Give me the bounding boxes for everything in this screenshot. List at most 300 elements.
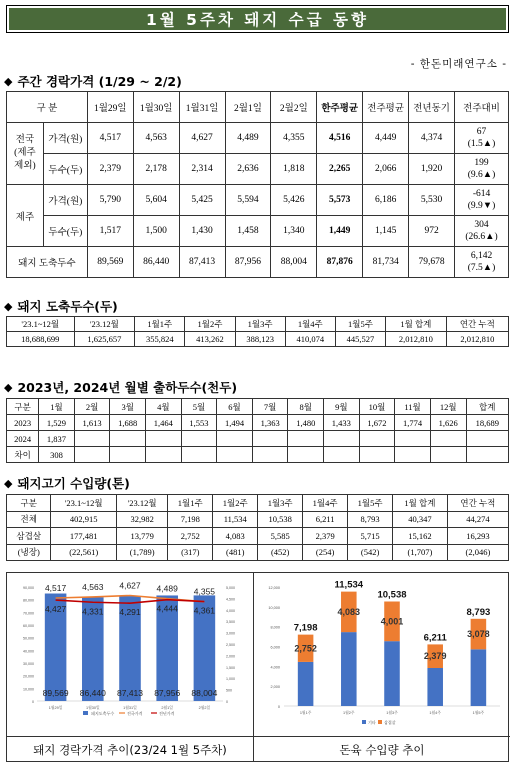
births-table [6, 398, 509, 463]
bar-segment [341, 632, 357, 706]
x-tick-label: 1월4주 [429, 711, 441, 715]
table-cell: 1,449 [317, 216, 363, 247]
section-price [4, 72, 182, 90]
y-tick-label: 3,500 [226, 620, 235, 625]
table-cell: 388,123 [235, 332, 285, 347]
y-tick-label: 8,000 [270, 625, 280, 630]
table-cell: 2023 [7, 415, 39, 431]
total-value-label: 7,198 [293, 622, 318, 634]
table-cell: 1,340 [271, 216, 317, 247]
table-cell: (452) [258, 544, 303, 561]
table-cell: 18,688,699 [7, 332, 75, 347]
table-cell: 4,374 [409, 123, 455, 154]
table-header-cell: '23.12월 [117, 495, 168, 512]
y-tick-label: 12,000 [268, 586, 280, 590]
table-cell: 44,274 [447, 511, 508, 528]
table-cell: 5,594 [225, 185, 271, 216]
table-header-cell: 10월 [359, 399, 395, 415]
table-row [7, 247, 509, 278]
table-row [7, 511, 509, 528]
x-tick-label: 2월2일 [198, 706, 211, 710]
table-cell: (냉장) [7, 544, 51, 561]
diff-value: 67 [476, 126, 487, 137]
bar-value-label: 87,956 [154, 688, 181, 698]
table-header-cell: '23.1~12월 [51, 495, 117, 512]
bullet-icon: ◆ [4, 299, 13, 313]
bar-value-label: 86,440 [79, 688, 106, 698]
table-cell: 88,004 [271, 247, 317, 278]
line-value-label: 4,331 [82, 606, 104, 617]
table-cell: 2,178 [133, 154, 179, 185]
price-header-cell: 전년동기 [409, 92, 455, 123]
diff-pct: (7.5▲) [467, 263, 496, 273]
table-cell: 1,774 [395, 415, 431, 431]
legend-label: 돼지도축두수 [91, 711, 115, 716]
diff-cell [455, 216, 509, 247]
legend-swatch [83, 711, 88, 715]
table-cell: 2,752 [168, 528, 213, 545]
table-header-cell: 1월4주 [285, 317, 335, 332]
table-cell: 4,516 [317, 123, 363, 154]
x-tick-label: 1월29일 [48, 706, 63, 710]
table-cell: 4,563 [133, 123, 179, 154]
row-label: 가격(원) [43, 123, 87, 154]
table-cell: 8,793 [348, 511, 393, 528]
table-cell [430, 431, 466, 447]
table-cell: 5,425 [179, 185, 225, 216]
table-cell: 445,527 [335, 332, 385, 347]
bar-segment [384, 641, 400, 706]
table-cell: (317) [168, 544, 213, 561]
section-imports [4, 474, 130, 492]
table-cell: 355,824 [135, 332, 185, 347]
table-header-cell: 구분 [7, 399, 39, 415]
y-tick-label: 70,000 [23, 611, 34, 616]
table-cell [395, 447, 431, 463]
table-cell: 5,604 [133, 185, 179, 216]
table-cell: 1,553 [181, 415, 217, 431]
table-cell: 79,678 [409, 247, 455, 278]
table-cell: 차이 [7, 447, 39, 463]
table-cell: 16,293 [447, 528, 508, 545]
segment-value-label: 4,001 [380, 616, 404, 627]
legend-label: 기타 [368, 720, 376, 725]
table-cell: 1,818 [271, 154, 317, 185]
diff-cell [455, 123, 509, 154]
y-tick-label: 1,000 [226, 677, 235, 682]
table-cell: 6,186 [363, 185, 409, 216]
table-cell [252, 447, 288, 463]
table-cell: 1,529 [39, 415, 75, 431]
table-cell [146, 447, 182, 463]
table-cell [288, 431, 324, 447]
table-cell: 81,734 [363, 247, 409, 278]
total-label: 돼지 도축두수 [7, 247, 88, 278]
table-cell: 5,585 [258, 528, 303, 545]
slaughter-table [6, 316, 509, 347]
table-header-cell: '23.1~12월 [7, 317, 75, 332]
table-header-cell: 연간 누적 [446, 317, 508, 332]
section-births [4, 378, 237, 396]
table-cell: 4,517 [87, 123, 133, 154]
y-tick-label: 0 [226, 700, 228, 704]
total-value-label: 11,534 [334, 579, 364, 591]
bullet-icon: ◆ [4, 476, 13, 490]
price-header-cell: 2월2일 [271, 92, 317, 123]
y-tick-label: 50,000 [23, 636, 34, 641]
table-cell: 4,627 [179, 123, 225, 154]
national-label [7, 123, 44, 185]
national-label-line: (제주 [14, 148, 36, 159]
bar-segment [471, 649, 487, 706]
diff-cell [455, 154, 509, 185]
bar-segment [298, 662, 314, 706]
table-cell: 177,481 [51, 528, 117, 545]
table-cell: 87,876 [317, 247, 363, 278]
table-header-cell: 연간 누적 [447, 495, 508, 512]
legend-label: 삼겹살 [384, 720, 396, 725]
table-cell: 2,012,810 [386, 332, 447, 347]
table-header-cell: 8월 [288, 399, 324, 415]
table-row [7, 447, 509, 463]
y-tick-label: 5,000 [226, 586, 235, 590]
table-cell: 4,355 [271, 123, 317, 154]
y-tick-label: 3,000 [226, 631, 235, 636]
table-cell: 2024 [7, 431, 39, 447]
table-cell [252, 431, 288, 447]
y-tick-label: 80,000 [23, 598, 34, 603]
table-cell [466, 447, 509, 463]
table-header-row [7, 495, 509, 512]
title-frame [6, 5, 509, 33]
table-header-cell: 1월 [39, 399, 75, 415]
table-header-cell: 6월 [217, 399, 253, 415]
table-cell: 5,790 [87, 185, 133, 216]
table-cell: 전체 [7, 511, 51, 528]
table-cell: 1,433 [324, 415, 360, 431]
table-header-cell: 1월5주 [335, 317, 385, 332]
x-tick-label: 1월31일 [123, 706, 137, 710]
price-header-row [7, 92, 509, 123]
y-tick-label: 4,000 [270, 665, 280, 670]
table-cell: 4,449 [363, 123, 409, 154]
y-tick-label: 40,000 [23, 649, 34, 654]
table-cell: (542) [348, 544, 393, 561]
table-cell: 40,347 [393, 511, 448, 528]
table-cell: 1,145 [363, 216, 409, 247]
table-header-cell: 2월 [74, 399, 110, 415]
table-row [7, 544, 509, 561]
total-value-label: 8,793 [466, 606, 491, 618]
row-label: 두수(두) [43, 216, 87, 247]
table-cell [74, 447, 110, 463]
x-tick-label: 1월5주 [472, 711, 485, 715]
table-cell: 10,538 [258, 511, 303, 528]
table-cell [110, 431, 146, 447]
table-cell: 1,672 [359, 415, 395, 431]
table-cell [181, 431, 217, 447]
table-cell: 1,688 [110, 415, 146, 431]
table-cell: (481) [213, 544, 258, 561]
table-cell [395, 431, 431, 447]
table-header-cell: 12월 [430, 399, 466, 415]
table-cell [288, 447, 324, 463]
table-cell [466, 431, 509, 447]
price-header-cell: 1월31일 [179, 92, 225, 123]
table-cell: 7,198 [168, 511, 213, 528]
table-header-cell: 1월1주 [135, 317, 185, 332]
table-header-cell: 1월2주 [185, 317, 235, 332]
line-value-label: 4,627 [119, 580, 141, 591]
table-row [7, 415, 509, 431]
line-value-label: 4,355 [193, 586, 216, 597]
price-chart-caption: 돼지 경락가격 추이(23/24 1월 5주차) [7, 736, 253, 762]
table-cell: 15,162 [393, 528, 448, 545]
table-cell: 1,920 [409, 154, 455, 185]
table-cell: 6,211 [303, 511, 348, 528]
table-cell [181, 447, 217, 463]
table-cell: (22,561) [51, 544, 117, 561]
national-label-line: 제외) [14, 160, 36, 171]
table-cell: (254) [303, 544, 348, 561]
table-header-cell: 1월 합계 [386, 317, 447, 332]
y-tick-label: 4,500 [226, 597, 235, 602]
y-tick-label: 90,000 [23, 586, 34, 590]
table-header-cell: '23.12월 [74, 317, 135, 332]
diff-value: 199 [474, 157, 489, 168]
table-header-cell: 1월 합계 [393, 495, 448, 512]
line-value-label: 4,427 [44, 604, 67, 615]
diff-value: 304 [474, 219, 489, 230]
bar-value-label: 87,413 [117, 688, 143, 698]
national-label-line: 전국 [15, 135, 35, 146]
table-cell [324, 431, 360, 447]
y-tick-label: 0 [277, 705, 280, 709]
bullet-icon: ◆ [4, 380, 13, 394]
legend-swatch [378, 720, 382, 724]
legend-swatch [362, 720, 366, 724]
diff-cell [455, 247, 509, 278]
table-row [7, 123, 509, 154]
table-row [7, 431, 509, 447]
table-row [7, 332, 509, 347]
row-label: 두수(두) [43, 154, 87, 185]
table-cell: 308 [39, 447, 75, 463]
price-header-label: 구 분 [7, 92, 88, 123]
imports-table [6, 494, 509, 561]
x-tick-label: 1월2주 [343, 711, 355, 715]
table-row [7, 216, 509, 247]
diff-value: 6,142 [470, 250, 493, 261]
table-cell [430, 447, 466, 463]
x-tick-label: 2월1일 [161, 706, 173, 710]
y-tick-label: 60,000 [23, 624, 34, 628]
diff-pct: (1.5▲) [467, 139, 496, 149]
table-cell: 13,779 [117, 528, 168, 545]
import-trend-chart [254, 573, 510, 736]
segment-value-label: 4,083 [337, 606, 361, 617]
table-cell: 410,074 [285, 332, 335, 347]
section-imports-title: 돼지고기 수입량(톤) [17, 476, 130, 491]
table-cell: 413,262 [185, 332, 235, 347]
segment-value-label: 2,752 [294, 643, 317, 654]
table-header-cell: 7월 [252, 399, 288, 415]
table-header-row [7, 317, 509, 332]
bar-segment [427, 668, 443, 706]
y-tick-label: 500 [226, 688, 232, 693]
diff-pct: (26.6▲) [465, 232, 498, 242]
table-header-cell: 1월1주 [168, 495, 213, 512]
line-value-label: 4,489 [156, 583, 178, 594]
table-cell: (2,046) [447, 544, 508, 561]
table-cell: 32,982 [117, 511, 168, 528]
y-tick-label: 2,000 [226, 654, 235, 659]
table-header-cell: 합계 [466, 399, 509, 415]
table-cell: 402,915 [51, 511, 117, 528]
diff-cell [455, 185, 509, 216]
diff-pct: (9.6▲) [467, 170, 496, 180]
table-header-cell: 9월 [324, 399, 360, 415]
charts-panel [6, 572, 509, 762]
table-cell: 1,517 [87, 216, 133, 247]
price-header-cell: 1월30일 [133, 92, 179, 123]
bar-value-label: 88,004 [191, 688, 218, 698]
table-cell: 4,489 [225, 123, 271, 154]
table-cell [359, 447, 395, 463]
table-cell [217, 447, 253, 463]
table-cell: 2,265 [317, 154, 363, 185]
table-cell: 1,430 [179, 216, 225, 247]
table-cell: 11,534 [213, 511, 258, 528]
table-cell: 89,569 [87, 247, 133, 278]
table-row [7, 528, 509, 545]
line-value-label: 4,563 [82, 581, 104, 592]
table-cell: 87,956 [225, 247, 271, 278]
table-cell: 1,613 [74, 415, 110, 431]
table-header-cell: 구분 [7, 495, 51, 512]
table-cell: 2,379 [303, 528, 348, 545]
segment-value-label: 2,379 [423, 651, 447, 662]
table-cell: 1,480 [288, 415, 324, 431]
segment-value-label: 3,078 [467, 629, 490, 640]
x-tick-label: 1월3주 [386, 711, 398, 715]
table-cell: 2,314 [179, 154, 225, 185]
price-trend-chart [7, 573, 253, 736]
table-cell: 1,458 [225, 216, 271, 247]
row-label: 가격(원) [43, 185, 87, 216]
y-tick-label: 0 [32, 700, 34, 704]
section-price-title: 주간 경락가격 (1/29 ~ 2/2) [17, 74, 182, 89]
y-tick-label: 2,000 [270, 685, 280, 690]
table-cell [110, 447, 146, 463]
line-value-label: 4,444 [156, 603, 178, 614]
table-header-row [7, 399, 509, 415]
table-cell: 5,426 [271, 185, 317, 216]
line-value-label: 4,517 [44, 583, 67, 594]
table-cell [217, 431, 253, 447]
table-cell: 5,715 [348, 528, 393, 545]
table-header-cell: 5월 [181, 399, 217, 415]
price-table [6, 91, 509, 278]
table-cell: 5,530 [409, 185, 455, 216]
table-header-cell: 1월3주 [258, 495, 303, 512]
bullet-icon: ◆ [4, 74, 13, 88]
jeju-label: 제주 [7, 185, 44, 247]
page-title: 1월 5주차 돼지 수급 동향 [146, 11, 369, 29]
table-cell: 1,464 [146, 415, 182, 431]
table-header-cell: 4월 [146, 399, 182, 415]
y-tick-label: 1,500 [226, 665, 235, 670]
table-header-cell: 3월 [110, 399, 146, 415]
table-header-cell: 1월2주 [213, 495, 258, 512]
legend-label: 전년가격 [159, 711, 175, 716]
table-cell: 1,494 [217, 415, 253, 431]
line-value-label: 4,291 [119, 607, 141, 618]
x-tick-label: 1월30일 [85, 706, 100, 710]
table-cell: 2,066 [363, 154, 409, 185]
table-cell [74, 431, 110, 447]
diff-value: -614 [472, 188, 491, 199]
table-cell: 5,573 [317, 185, 363, 216]
y-tick-label: 30,000 [23, 662, 34, 666]
table-cell: 4,083 [213, 528, 258, 545]
table-cell: (1,789) [117, 544, 168, 561]
diff-pct: (9.9▼) [467, 201, 496, 211]
table-cell: 삼겹살 [7, 528, 51, 545]
table-header-cell: 1월4주 [303, 495, 348, 512]
price-header-cell: 한주평균 [317, 92, 363, 123]
price-header-cell: 2월1일 [225, 92, 271, 123]
table-cell: 86,440 [133, 247, 179, 278]
y-tick-label: 2,500 [226, 643, 235, 647]
price-header-cell: 전주평균 [363, 92, 409, 123]
line-value-label: 4,361 [193, 605, 216, 616]
table-row [7, 154, 509, 185]
legend-label: 전국가격 [127, 711, 143, 716]
section-slaughter [4, 297, 118, 315]
table-cell [324, 447, 360, 463]
bar-value-label: 89,569 [42, 688, 69, 698]
y-tick-label: 20,000 [23, 674, 34, 679]
total-value-label: 6,211 [423, 632, 447, 644]
table-cell: 1,837 [39, 431, 75, 447]
total-value-label: 10,538 [377, 589, 407, 601]
table-cell: 2,012,810 [446, 332, 508, 347]
price-header-cell: 1월29일 [87, 92, 133, 123]
table-cell: 2,379 [87, 154, 133, 185]
price-header-cell: 전주대비 [455, 92, 509, 123]
x-tick-label: 1월1주 [299, 711, 312, 715]
import-chart-caption: 돈육 수입량 추이 [253, 736, 510, 762]
table-cell: 1,625,657 [74, 332, 135, 347]
y-tick-label: 10,000 [23, 687, 34, 692]
table-cell: 1,363 [252, 415, 288, 431]
y-tick-label: 6,000 [270, 645, 280, 650]
title-bar [9, 8, 506, 30]
table-cell: 18,689 [466, 415, 509, 431]
table-header-cell: 1월5주 [348, 495, 393, 512]
table-cell [146, 431, 182, 447]
org-name: - 한돈미래연구소 - [410, 58, 507, 70]
table-cell: 87,413 [179, 247, 225, 278]
table-cell: 972 [409, 216, 455, 247]
table-header-cell: 11월 [395, 399, 431, 415]
y-tick-label: 10,000 [268, 605, 280, 610]
table-cell: (1,707) [393, 544, 448, 561]
section-births-title: 2023년, 2024년 월별 출하두수(천두) [17, 380, 238, 395]
table-cell: 2,636 [225, 154, 271, 185]
section-slaughter-title: 돼지 도축두수(두) [17, 299, 118, 314]
